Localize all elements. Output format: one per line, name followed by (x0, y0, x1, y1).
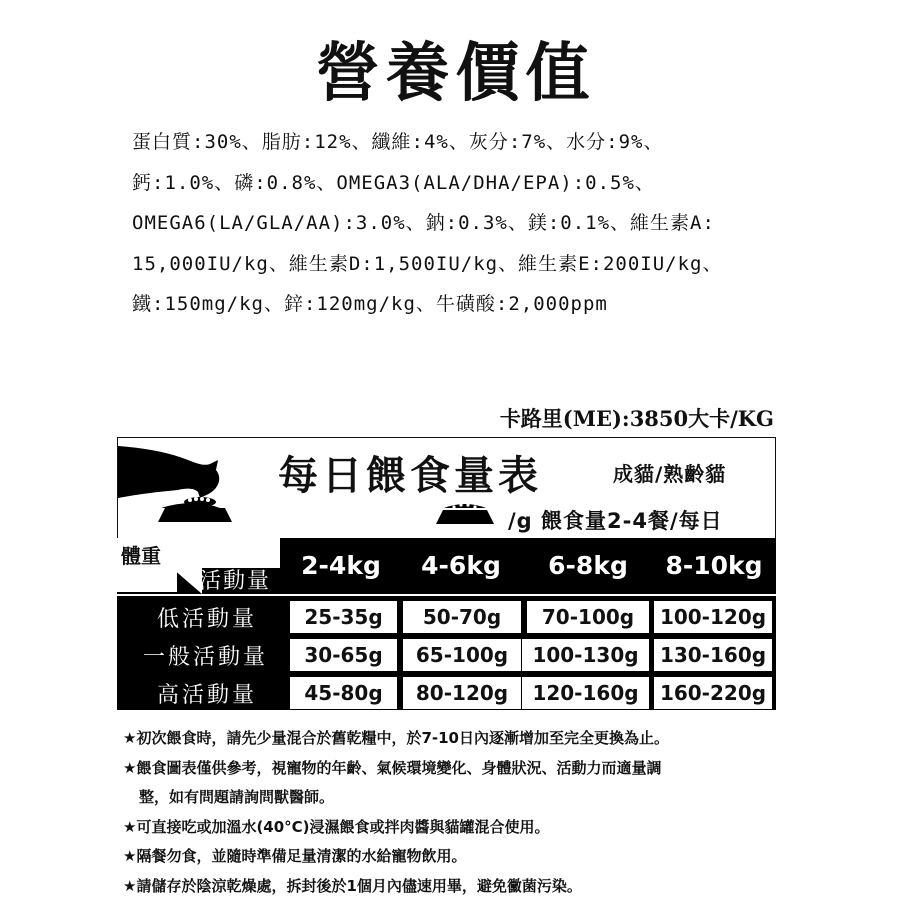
calorie-info: 卡路里(ME):3850大卡/KG (499, 406, 774, 431)
feeding-amount: 45-80g (289, 676, 398, 710)
feeding-table (117, 437, 776, 710)
note-item: ★隔餐勿食，並隨時準備足量清潔的水給寵物飲用。 (123, 847, 467, 865)
note-item: ★可直接吃或加溫水(40°C)浸濕餵食或拌肉醬與貓罐混合使用。 (123, 817, 550, 836)
feeding-unit-label: /g 餵食量2-4餐/每日 (508, 509, 723, 533)
weight-cell: 2-4kg (287, 542, 395, 588)
note-item: ★餵食圖表僅供參考，視寵物的年齡、氣候環境變化、身體狀況、活動力而適量調 (123, 758, 662, 777)
activity-row-label: 低活動量 (157, 607, 258, 632)
feeding-amount: 65-100g (402, 638, 522, 672)
activity-row-label: 高活動量 (157, 683, 258, 708)
weight-cell: 8-10kg (654, 542, 774, 588)
feeding-amount: 80-120g (402, 676, 522, 710)
feeding-table-title: 每日餵食量表 (278, 452, 542, 499)
feeding-amount: 100-120g (653, 600, 773, 634)
feeding-table-subtitle: 成貓/熟齡貓 (613, 462, 727, 486)
cat-eating-icon (118, 438, 235, 539)
feeding-amount: 120-160g (521, 676, 650, 710)
table-row (117, 634, 776, 676)
weight-cell: 4-6kg (400, 542, 522, 588)
note-item: ★初次餵食時，請先少量混合於舊乾糧中，於7-10日內逐漸增加至完全更換為止。 (123, 729, 669, 747)
feeding-amount: 70-100g (526, 600, 650, 634)
note-item: 整，如有問題請詢問獸醫師。 (139, 788, 335, 806)
nutrition-line: 15,000IU/kg、維生素D:1,500IU/kg、維生素E:200IU/kg、 (132, 252, 723, 275)
feeding-notes (123, 724, 803, 901)
feeding-amount: 25-35g (289, 600, 398, 634)
food-bowl-icon (430, 502, 500, 528)
nutrition-line: OMEGA6(LA/GLA/AA):3.0%、鈉:0.3%、鎂:0.1%、維生素A: (132, 212, 715, 234)
feeding-amount: 50-70g (402, 600, 522, 634)
feeding-amount: 100-130g (521, 638, 650, 672)
weight-row (117, 538, 776, 594)
nutrition-line: 鈣:1.0%、磷:0.8%、OMEGA3(ALA/DHA/EPA):0.5%、 (132, 171, 655, 194)
activity-row-label: 一般活動量 (143, 645, 269, 670)
weight-cell: 6-8kg (527, 542, 649, 588)
weight-label: 體重 (121, 544, 161, 568)
nutrition-values (132, 122, 832, 325)
weight-activity-corner (117, 538, 280, 592)
feeding-amount: 160-220g (653, 676, 773, 710)
feeding-amount: 30-65g (289, 638, 398, 672)
nutrition-line: 蛋白質:30%、脂肪:12%、纖維:4%、灰分:7%、水分:9%、 (132, 131, 664, 153)
nutrition-line: 鐵:150mg/kg、鋅:120mg/kg、牛磺酸:2,000ppm (132, 293, 608, 315)
activity-label: 活動量 (199, 569, 272, 594)
feeding-amount: 130-160g (653, 638, 773, 672)
table-row (117, 596, 776, 638)
feeding-table-header (117, 437, 776, 540)
table-row (117, 672, 776, 710)
note-item: ★請儲存於陰涼乾燥處，拆封後於1個月內儘速用畢，避免黴菌污染。 (123, 876, 582, 895)
page-title: 營養價值 (315, 36, 596, 111)
